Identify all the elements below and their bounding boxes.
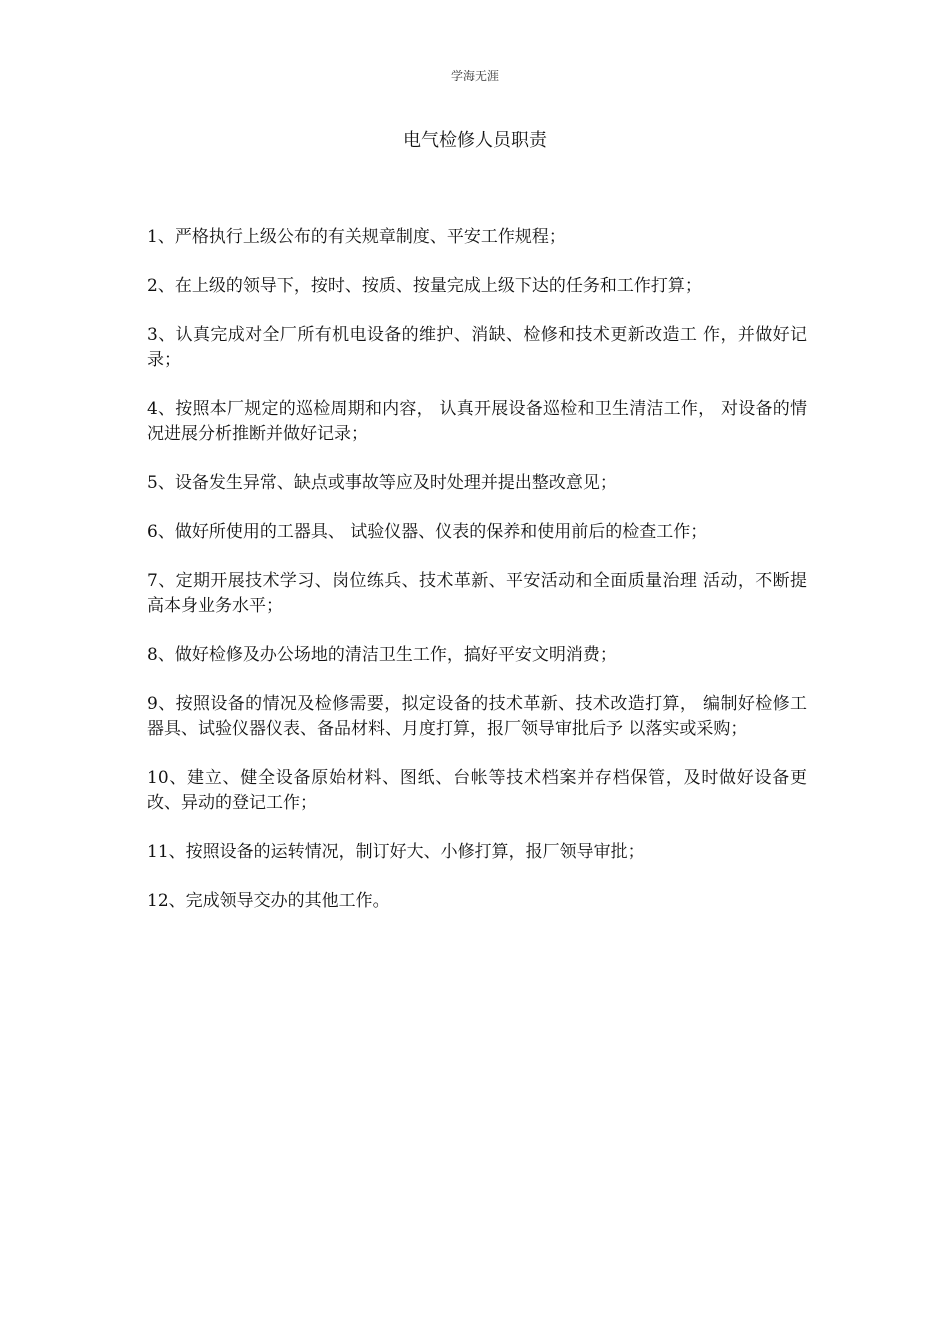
duty-item-9: 9、按照设备的情况及检修需要，拟定设备的技术革新、技术改造打算， 编制好检修工器具、试验仪器仪表、备品材料、月度打算，报厂领导审批后予 以落实或采购； <box>147 694 807 739</box>
duty-item-8: 8、做好检修及办公场地的清洁卫生工作，搞好平安文明消费； <box>147 645 617 665</box>
duty-item-10: 10、建立、健全设备原始材料、图纸、台帐等技术档案并存档保管，及时做好设备更改、异动的登记工作； <box>147 768 807 813</box>
page-header: 学海无涯 <box>450 69 499 83</box>
duty-item-11: 11、按照设备的运转情况，制订好大、小修打算，报厂领导审批； <box>147 842 645 862</box>
duty-item-6: 6、做好所使用的工器具、 试验仪器、仪表的保养和使用前后的检查工作； <box>147 522 708 542</box>
duty-item-4: 4、按照本厂规定的巡检周期和内容， 认真开展设备巡检和卫生清洁工作， 对设备的情况进展分析推断并做好记录； <box>147 399 807 444</box>
duty-item-3: 3、认真完成对全厂所有机电设备的维护、消缺、检修和技术更新改造工 作，并做好记录； <box>147 325 807 370</box>
page-title: 电气检修人员职责 <box>403 130 547 151</box>
duty-item-5: 5、设备发生异常、缺点或事故等应及时处理并提出整改意见； <box>147 473 617 493</box>
duty-item-7: 7、定期开展技术学习、岗位练兵、技术革新、平安活动和全面质量治理 活动，不断提高本身业务水平； <box>147 571 807 616</box>
duty-item-12: 12、完成领导交办的其他工作。 <box>147 891 390 911</box>
duty-item-2: 2、在上级的领导下，按时、按质、按量完成上级下达的任务和工作打算； <box>147 276 702 296</box>
duty-item-1: 1、严格执行上级公布的有关规章制度、平安工作规程； <box>147 227 566 247</box>
duty-list <box>147 225 807 938</box>
